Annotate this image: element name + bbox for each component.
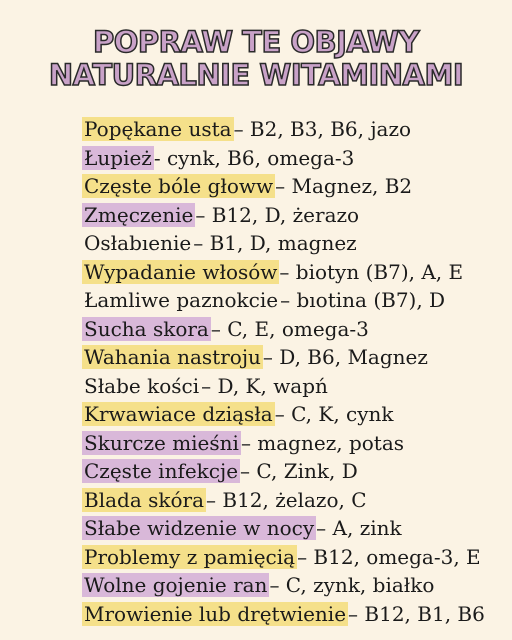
remedy-label: – B2, B3, B6, jazo [233, 117, 412, 141]
item-content [82, 571, 434, 599]
remedy-label: – magnez, potas [240, 430, 405, 455]
remedy-label: – D, B6, Magnez [262, 345, 428, 369]
remedy-label: - cynk, B6, omega-3 [153, 145, 355, 170]
remedy-label: – biotyn (B7), A, E [279, 259, 464, 284]
item-content [82, 201, 359, 229]
item-content [82, 172, 412, 200]
remedy-label: – bıotina (B7), D [280, 288, 446, 312]
remedy-label: – B12, D, żerazo [195, 202, 360, 227]
symptom-label: Blada skóra [84, 487, 205, 512]
item-content [82, 400, 394, 428]
symptom-label: Wolne gojenie ran [84, 573, 268, 597]
remedy-label: – A, zink [316, 516, 402, 540]
symptom-label: Skurcze mieśni [84, 430, 239, 455]
symptom-label: Łamliwe paznokcie [84, 288, 279, 312]
remedy-label: – C, Zink, D [240, 459, 358, 483]
symptom-label: Wahania nastroju [84, 345, 261, 369]
item-content [82, 457, 358, 485]
symptom-label: Popękane usta [84, 117, 232, 141]
symptom-label: Zmęczenie [84, 202, 194, 227]
symptom-label: Słabe kości [84, 373, 200, 398]
remedy-label: – B1, D, magnez [193, 231, 357, 255]
remedy-label: – C, zynk, białko [269, 573, 435, 597]
page-title [0, 26, 512, 92]
item-content [82, 486, 367, 514]
item-content [82, 115, 411, 143]
item-content [82, 429, 404, 457]
remedy-label: – C, E, omega-3 [210, 316, 369, 341]
title-line-2: NATURALNIE WITAMINAMI [48, 58, 464, 92]
item-content [82, 600, 485, 628]
symptom-label: Mrowienie lub drętwienie [84, 601, 347, 626]
symptom-label: Częste bóle głoww [84, 174, 274, 198]
symptom-label: Krwawiace dziąsła [84, 402, 273, 426]
item-content [82, 372, 328, 400]
symptom-label: Łupież [84, 145, 152, 170]
symptom-label: Sucha skora [84, 316, 209, 341]
remedy-label: – D, K, wapń [201, 373, 328, 398]
item-content [82, 343, 428, 371]
remedy-label: – B12, omega-3, E [297, 544, 481, 569]
remedy-label: – C, K, cynk [274, 402, 394, 426]
item-content [82, 229, 357, 257]
item-content [82, 315, 369, 343]
item-content [82, 543, 481, 571]
symptom-label: Słabe widzenie w nocy [84, 516, 315, 540]
symptom-label: Wypadanie włosów [84, 259, 278, 284]
item-content [82, 258, 463, 286]
symptom-label: Częste infekcje [84, 459, 239, 483]
title-line-1: POPRAW TE OBJAWY [92, 25, 420, 59]
remedy-label: – B12, żelazo, C [206, 487, 367, 512]
symptom-label: Osłabıenie [84, 231, 192, 255]
remedy-label: – B12, B1, B6 [348, 601, 485, 626]
remedy-label: – Magnez, B2 [275, 174, 413, 198]
item-content [82, 144, 354, 172]
item-content [82, 514, 402, 542]
item-content [82, 286, 445, 314]
symptom-label: Problemy z pamięcią [84, 544, 296, 569]
